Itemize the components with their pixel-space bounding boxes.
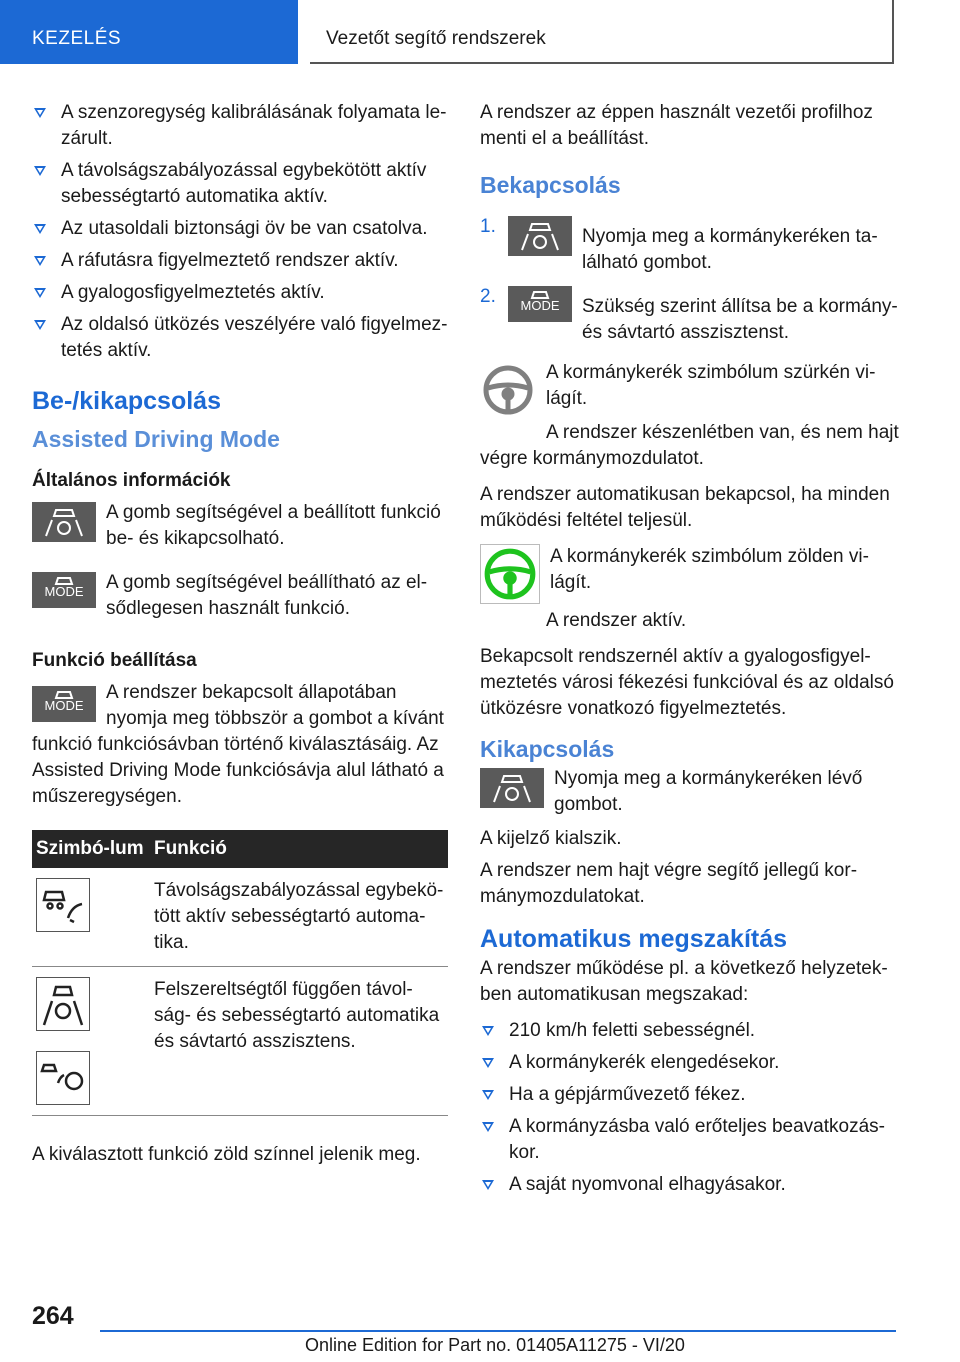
list-item bbox=[32, 312, 450, 364]
list-item-text: A saját nyomvonal elhagyásakor. bbox=[509, 1174, 786, 1195]
heading-onoff: Be-/kikapcsolás bbox=[32, 387, 221, 415]
setting-block bbox=[32, 680, 450, 810]
footer-divider bbox=[100, 1330, 896, 1332]
table-cell-function: Felszereltségtől függően távol-ság- és sebességtartó automatika és sávtartó asszisztens. bbox=[150, 967, 448, 1116]
bullet-triangle-icon bbox=[482, 1180, 494, 1190]
list-item-text: 210 km/h feletti sebességnél. bbox=[509, 1020, 756, 1041]
list-item-text: Ha a gépjárművezető fékez. bbox=[509, 1084, 746, 1105]
steering-wheel-green-icon bbox=[480, 544, 540, 604]
heading-on: Bekapcsolás bbox=[480, 172, 621, 198]
chapter-header bbox=[310, 0, 894, 64]
bullet-triangle-icon bbox=[482, 1026, 494, 1036]
table-row bbox=[32, 868, 448, 967]
lane-assist-icon bbox=[36, 977, 90, 1031]
list-item bbox=[480, 1172, 900, 1198]
assist-button-icon bbox=[480, 768, 544, 808]
left-column bbox=[32, 100, 450, 1168]
assist-button-icon bbox=[32, 502, 96, 542]
step-1 bbox=[480, 214, 900, 276]
table-header-row bbox=[32, 830, 448, 868]
auto-intro: A rendszer működése pl. a következő helyzetek-ben automatikusan megszakad: bbox=[480, 958, 888, 1005]
function-table bbox=[32, 830, 448, 1116]
heading-auto: Automatikus megszakítás bbox=[480, 925, 788, 953]
general-row-2 bbox=[32, 570, 450, 622]
table-cell-symbol bbox=[32, 868, 150, 967]
section-title: KEZELÉS bbox=[32, 28, 122, 49]
list-item bbox=[32, 216, 450, 242]
mode-button-icon bbox=[32, 686, 96, 722]
right-column bbox=[480, 100, 900, 1204]
heading-off: Kikapcsolás bbox=[480, 736, 615, 762]
general-row-1 bbox=[32, 500, 450, 552]
list-item bbox=[32, 248, 450, 274]
table-cell-function: Távolságszabályozással egybekö-tött aktív sebességtartó automa-tika. bbox=[150, 868, 448, 967]
list-item-text: A távolságszabályozással egybekötött aktív sebességtartó automatika aktív. bbox=[61, 160, 427, 207]
table-row bbox=[32, 967, 448, 1116]
green-text-2: A rendszer aktív. bbox=[546, 610, 687, 631]
grey-text-1: A kormánykerék szimbólum szürkén vi-lágít. bbox=[546, 362, 876, 409]
step-body bbox=[508, 284, 900, 346]
distance-steering-icon bbox=[36, 1051, 90, 1105]
bullet-triangle-icon bbox=[34, 224, 46, 234]
grey-wheel-row bbox=[480, 360, 900, 416]
mode-label: MODE bbox=[520, 298, 560, 313]
list-item-text: Az oldalsó ütközés veszélyére való figyelmez-tetés aktív. bbox=[61, 314, 448, 361]
intro-text: A rendszer az éppen használt vezetői profilhoz menti el a beállítást. bbox=[480, 102, 873, 149]
mode-button-icon bbox=[508, 286, 572, 322]
heading-general: Általános információk bbox=[32, 470, 231, 491]
list-item-text: A ráfutásra figyelmeztető rendszer aktív. bbox=[61, 250, 399, 271]
assist-button-icon bbox=[508, 216, 572, 256]
section-tab bbox=[0, 0, 298, 64]
bullet-triangle-icon bbox=[34, 320, 46, 330]
bullet-triangle-icon bbox=[482, 1122, 494, 1132]
list-item bbox=[32, 280, 450, 306]
green-note: A kiválasztott funkció zöld színnel jelenik meg. bbox=[32, 1144, 421, 1165]
list-item-text: A kormányzásba való erőteljes beavatkozás-kor. bbox=[509, 1116, 885, 1163]
active-text: Bekapcsolt rendszernél aktív a gyalogosfigyel-meztetés városi fékezési funkcióval és az oldalsó ütközésre vonatkozó figyelmeztetés. bbox=[480, 646, 894, 719]
list-item-text: A kormánykerék elengedésekor. bbox=[509, 1052, 780, 1073]
bullet-triangle-icon bbox=[34, 108, 46, 118]
auto-on-text: A rendszer automatikusan bekapcsol, ha minden működési feltétel teljesül. bbox=[480, 484, 890, 531]
heading-setting: Funkció beállítása bbox=[32, 650, 197, 671]
list-item bbox=[32, 100, 450, 152]
heading-adm: Assisted Driving Mode bbox=[32, 426, 280, 452]
general-text-2: A gomb segítségével beállítható az el-sődlegesen használt funkció. bbox=[106, 572, 428, 619]
green-wheel-row bbox=[480, 544, 900, 604]
step-2 bbox=[480, 284, 900, 346]
step-text: Nyomja meg a kormánykeréken ta-lálható gombot. bbox=[582, 226, 878, 273]
bullet-triangle-icon bbox=[34, 256, 46, 266]
list-item-text: Az utasoldali biztonsági öv be van csatolva. bbox=[61, 218, 428, 239]
list-item bbox=[480, 1018, 900, 1044]
distance-control-icon bbox=[36, 878, 90, 932]
step-number: 2. bbox=[480, 286, 496, 307]
steering-wheel-grey-icon bbox=[480, 360, 536, 416]
mode-label: MODE bbox=[44, 584, 84, 599]
page-number: 264 bbox=[32, 1302, 74, 1330]
step-body bbox=[508, 214, 900, 276]
step-text: Szükség szerint állítsa be a kormány- és sávtartó asszisztenst. bbox=[582, 296, 898, 343]
step-number: 1. bbox=[480, 216, 496, 237]
grey-text-2: A rendszer készenlétben van, és nem hajt végre kormánymozdulatot. bbox=[480, 422, 899, 469]
edition-text: Online Edition for Part no. 01405A11275 - VI/20 bbox=[305, 1335, 685, 1355]
setting-text: A rendszer bekapcsolt állapotában nyomja meg többször a gombot a kívánt funkció funkciósávban történő kiválasztásáig. Az Assisted Driving Mode funkciósávja alul látható a műszeregységen. bbox=[32, 682, 444, 807]
table-header-symbol: Szimbó-lum bbox=[32, 830, 150, 868]
chapter-title: Vezetőt segítő rendszerek bbox=[326, 28, 546, 49]
bullet-triangle-icon bbox=[34, 288, 46, 298]
list-item bbox=[480, 1114, 900, 1166]
table-header-function: Funkció bbox=[150, 830, 448, 868]
general-text-1: A gomb segítségével a beállított funkció be- és kikapcsolható. bbox=[106, 502, 441, 549]
bullet-triangle-icon bbox=[482, 1090, 494, 1100]
list-item-text: A gyalogosfigyelmeztetés aktív. bbox=[61, 282, 325, 303]
list-item bbox=[480, 1050, 900, 1076]
list-item-text: A szenzoregység kalibrálásának folyamata le-zárult. bbox=[61, 102, 447, 149]
bullet-triangle-icon bbox=[482, 1058, 494, 1068]
green-text-1: A kormánykerék szimbólum zölden vi-lágít. bbox=[550, 546, 869, 593]
off-row bbox=[480, 766, 900, 818]
mode-button-icon bbox=[32, 572, 96, 608]
off-text-3: A rendszer nem hajt végre segítő jellegű kor-mánymozdulatokat. bbox=[480, 860, 858, 907]
off-text: Nyomja meg a kormánykeréken lévő gombot. bbox=[554, 768, 863, 815]
list-item bbox=[480, 1082, 900, 1108]
bullet-triangle-icon bbox=[34, 166, 46, 176]
off-text-2: A kijelző kialszik. bbox=[480, 828, 622, 849]
mode-label: MODE bbox=[44, 698, 84, 713]
list-item bbox=[32, 158, 450, 210]
table-cell-symbol bbox=[32, 967, 150, 1116]
